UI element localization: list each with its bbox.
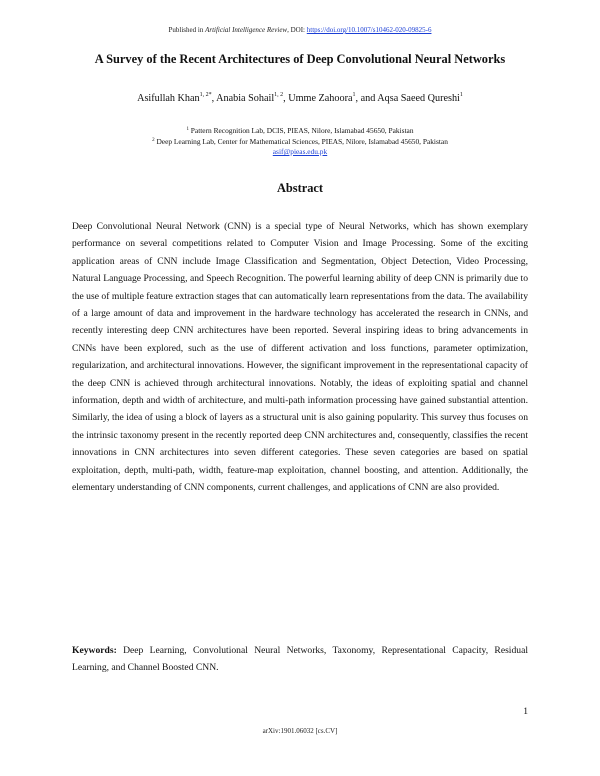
journal-name: Artificial Intelligence Review [205,26,288,34]
affiliation-number: 2 [152,138,155,143]
doi-link[interactable]: https://doi.org/10.1007/s10462-020-09825-6 [306,26,432,34]
author-list [0,92,600,104]
affiliation-text: Pattern Recognition Lab, DCIS, PIEAS, Nilore, Islamabad 45650, Pakistan [188,126,414,135]
author-affiliation-mark: 1, 2* [199,92,212,98]
author-name: Anabia Sohail [216,93,275,104]
affiliations [0,125,600,157]
publication-prefix: Published in [168,26,206,34]
keywords-text: Deep Learning, Convolutional Neural Networks, Taxonomy, Representational Capacity, Residual Learning, and Channel Boosted CNN. [72,645,528,674]
paper-title: A Survey of the Recent Architectures of Deep Convolutional Neural Networks [94,52,506,66]
author-separator: , and [355,93,378,104]
keywords-label: Keywords: [72,645,117,656]
keywords-paragraph [72,642,528,677]
author-affiliation-mark: 1 [459,92,463,98]
abstract-text: Deep Convolutional Neural Network (CNN) is a special type of Neural Networks, which has shown exemplary performance on several competitions related to Computer Vision and Image Processing. Some of the exciting application areas of CNN include Image Classification and Segmentation, Object Detection, Video Processing, Natural Language Processing, and Speech Recognition. The powerful learning ability of deep CNN is primarily due to the use of multiple feature extraction stages that can automatically learn representations from the data. The availability of a large amount of data and improvement in the hardware technology has accelerated the research in CNNs, and recently interesting deep CNN architectures have been reported. Several inspiring ideas to bring advancements in CNNs have been explored, such as the use of different activation and loss functions, parameter optimization, regularization, and architectural innovations. However, the significant improvement in the representational capacity of the deep CNN is achieved through architectural innovations. Notably, the ideas of exploiting spatial and channel information, depth and width of architecture, and multi-path information processing have gained substantial attention. Similarly, the idea of using a block of layers as a structural unit is also gaining popularity. This survey thus focuses on the intrinsic taxonomy present in the recently reported deep CNN architectures and, consequently, classifies the recent innovations in CNN architectures into seven different categories. These seven categories are based on spatial exploitation, depth, multi-path, width, feature-map exploitation, channel boosting, and attention. Additionally, the elementary understanding of CNN components, current challenges, and applications of CNN are also provided. [72,221,528,494]
affiliation-line [0,136,600,147]
author-separator: , [283,93,289,104]
abstract-heading: Abstract [276,181,324,195]
author-affiliation-mark: 1 [352,92,356,98]
affiliation-number: 1 [186,127,189,132]
author-name: Umme Zahoora [288,93,353,104]
arxiv-identifier: arXiv:1901.06032 [cs.CV] [262,727,338,735]
contact-email-link[interactable]: asif@pieas.edu.pk [272,147,328,156]
doi-label: , DOI: [287,26,307,34]
publication-note [0,26,600,34]
page-number: 1 [523,706,528,717]
author-separator: , [211,93,217,104]
affiliation-line [0,125,600,136]
author-name: Asifullah Khan [137,93,200,104]
author-name: Aqsa Saeed Qureshi [377,93,460,104]
affiliation-text: Deep Learning Lab, Center for Mathematical Sciences, PIEAS, Nilore, Islamabad 45650, Pakistan [154,137,448,146]
author-affiliation-mark: 1, 2 [274,92,284,98]
